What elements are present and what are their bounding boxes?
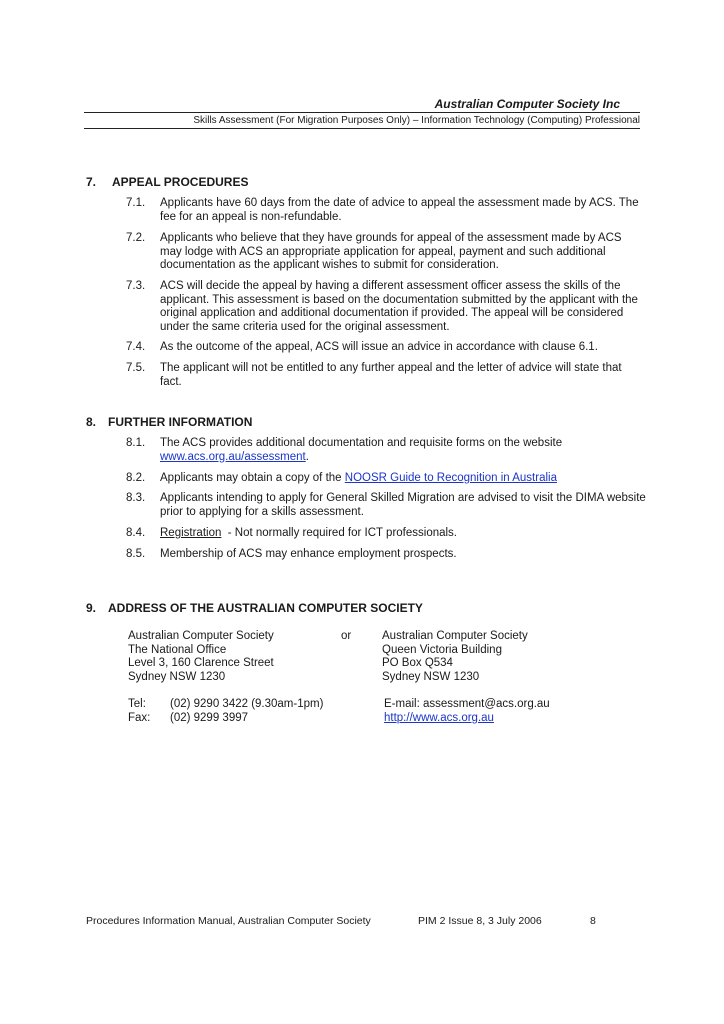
item-number: 8.4. (126, 527, 146, 539)
item-number: 8.2. (126, 472, 146, 484)
item-number: 7.2. (126, 232, 146, 244)
section-7-heading (86, 176, 248, 190)
address-line: Sydney NSW 1230 (128, 670, 226, 683)
item-number: 8.3. (126, 492, 146, 504)
item-text (160, 437, 646, 464)
item-text (160, 527, 646, 541)
list-item-7-1 (126, 197, 646, 224)
item-8-4-text: - Not normally required for ICT professionals. (221, 527, 458, 539)
header-rule-top (84, 112, 640, 113)
item-text: The applicant will not be entitled to any further appeal and the letter of advice will state that fact. (160, 362, 622, 388)
item-text: As the outcome of the appeal, ACS will issue an advice in accordance with clause 6.1. (160, 341, 598, 353)
header-organization: Australian Computer Society Inc (434, 97, 620, 111)
list-item-7-5 (126, 362, 646, 389)
item-number: 8.5. (126, 548, 146, 560)
footer-manual-title: Procedures Information Manual, Australian Computer Society (86, 915, 371, 927)
list-item-7-3 (126, 280, 646, 334)
footer-issue: PIM 2 Issue 8, 3 July 2006 (418, 915, 542, 927)
item-text: Applicants who believe that they have grounds for appeal of the assessment made by ACS may lodge with ACS an appropriate application for appeal, payment and such additional documentation as the applicant wishes to submit for consideration. (160, 232, 622, 271)
item-number: 7.5. (126, 362, 146, 374)
item-text: Applicants intending to apply for General Skilled Migration are advised to visit the DIMA website prior to applying for a skills assessment. (160, 492, 646, 518)
item-text: Applicants have 60 days from the date of advice to appeal the assessment made by ACS. The fee for an appeal is non-refundable. (160, 197, 639, 223)
email-address: E-mail: assessment@acs.org.au (384, 698, 550, 710)
item-text: Membership of ACS may enhance employment prospects. (160, 548, 457, 560)
list-item-7-2 (126, 232, 646, 273)
tel-value: (02) 9290 3422 (9.30am-1pm) (170, 698, 324, 710)
section-9-title: ADDRESS OF THE AUSTRALIAN COMPUTER SOCIETY (108, 601, 423, 615)
footer-page-number: 8 (590, 915, 596, 927)
address-line: Sydney NSW 1230 (382, 670, 480, 683)
section-8-title: FURTHER INFORMATION (108, 415, 253, 429)
tel-label: Tel: (128, 698, 146, 710)
noosr-guide-link[interactable]: NOOSR Guide to Recognition in Australia (344, 472, 557, 484)
list-item-8-1 (126, 437, 646, 464)
item-8-1-text: The ACS provides additional documentation and requisite forms on the website (160, 437, 563, 449)
item-number: 7.4. (126, 341, 146, 353)
address-line: The National Office (128, 643, 227, 656)
section-9-number: 9. (86, 601, 97, 615)
list-item-8-2 (126, 472, 646, 486)
list-item-8-3 (126, 492, 646, 519)
section-8-number: 8. (86, 415, 97, 429)
fax-label: Fax: (128, 712, 151, 724)
section-7-number: 7. (86, 175, 97, 189)
list-item-8-5 (126, 548, 646, 562)
item-number: 8.1. (126, 437, 146, 449)
item-8-2-text: Applicants may obtain a copy of the (160, 472, 342, 484)
section-9-heading (86, 602, 423, 616)
section-8-heading (86, 416, 252, 430)
item-text: ACS will decide the appeal by having a different assessment officer assess the skills of the applicant. This assessment is based on the documentation submitted by the applicant with the original application and additional documentation if provided. The appeal will be considered under the same criteria used for the original assessment. (160, 280, 638, 333)
address-line: Level 3, 160 Clarence Street (128, 657, 274, 669)
item-text (160, 472, 646, 486)
address-national-office (128, 630, 274, 684)
address-queen-victoria (382, 630, 528, 684)
registration-label: Registration (160, 527, 222, 539)
address-line: Australian Computer Society (382, 630, 528, 642)
address-or-separator: or (341, 630, 352, 642)
list-item-8-4 (126, 527, 646, 541)
item-8-1-period: . (305, 450, 309, 463)
item-number: 7.3. (126, 280, 146, 292)
address-line: PO Box Q534 (382, 657, 453, 669)
item-number: 7.1. (126, 197, 146, 209)
address-line: Queen Victoria Building (382, 643, 502, 656)
address-line: Australian Computer Society (128, 630, 274, 642)
section-7-title: APPEAL PROCEDURES (112, 175, 249, 189)
header-subtitle: Skills Assessment (For Migration Purposes Only) – Information Technology (Computing) Professional (193, 115, 640, 126)
acs-assessment-link[interactable]: www.acs.org.au/assessment (160, 450, 306, 463)
list-item-7-4 (126, 341, 646, 355)
header-rule-bottom (84, 128, 640, 129)
fax-value: (02) 9299 3997 (170, 712, 249, 724)
acs-website-link[interactable]: http://www.acs.org.au (384, 712, 494, 724)
